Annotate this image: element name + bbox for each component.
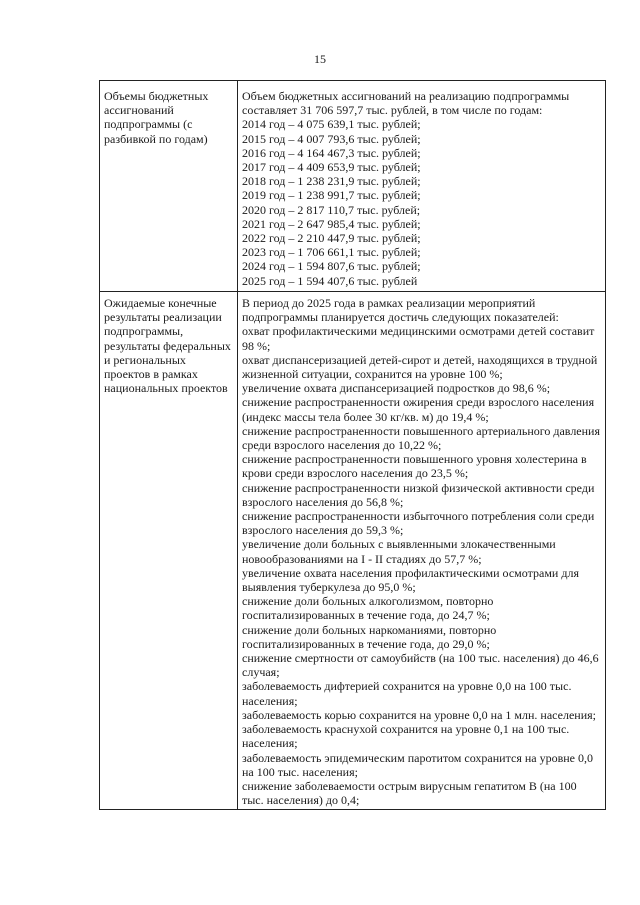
row-label-results: Ожидаемые конечные результаты реализации подпрограммы, результаты федеральных и региональных проектов в рамках национальных проектов: [100, 292, 238, 810]
budget-year-line: 2025 год – 1 594 407,6 тыс. рублей: [242, 273, 418, 288]
result-item: заболеваемость краснухой сохранится на уровне 0,1 на 100 тыс. населения;: [242, 722, 570, 751]
result-item: охват диспансеризацией детей-сирот и детей, находящихся в трудной жизненной ситуации, сохранится на уровне 100 %;: [242, 352, 598, 382]
result-item: снижение распространенности повышенного артериального давления среди взрослого населения до 10,22 %;: [242, 423, 600, 453]
table-row: [100, 81, 606, 292]
result-item: заболеваемость эпидемическим паротитом сохранится на уровне 0,0 на 100 тыс. населения;: [242, 750, 593, 779]
result-item: снижение доли больных алкоголизмом, повторно госпитализированных в течение года, до 24,7 %;: [242, 594, 494, 623]
result-item: снижение распространенности повышенного уровня холестерина в крови среди взрослого населения до 23,5 %;: [242, 452, 587, 481]
budget-year-line: 2023 год – 1 706 661,1 тыс. рублей;: [242, 245, 421, 260]
results-intro: В период до 2025 года в рамках реализации мероприятий подпрограммы планируется достичь следующих показателей:: [242, 296, 559, 325]
result-item: заболеваемость корью сохранится на уровне 0,0 на 1 млн. населения;: [242, 707, 596, 722]
page-number: 15: [314, 52, 326, 66]
result-item: снижение смертности от самоубийств (на 100 тыс. населения) до 46,6 случая;: [242, 651, 599, 680]
budget-year-line: 2024 год – 1 594 807,6 тыс. рублей;: [242, 259, 421, 274]
table-row: [100, 292, 606, 810]
budget-year-line: 2015 год – 4 007 793,6 тыс. рублей;: [242, 131, 421, 146]
budget-year-line: 2017 год – 4 409 653,9 тыс. рублей;: [242, 160, 421, 175]
result-item: увеличение охвата населения профилактическими осмотрами для выявления туберкулеза до 95,0 %;: [242, 565, 579, 595]
result-item: заболеваемость дифтерией сохранится на уровне 0,0 на 100 тыс. населения;: [242, 679, 572, 708]
row-label-budget: Объемы бюджетных ассигнований подпрограммы (с разбивкой по годам): [100, 81, 238, 292]
result-item: снижение распространенности ожирения среди взрослого населения (индекс массы тела более 30 кг/кв. м) до 19,4 %;: [242, 395, 595, 424]
budget-year-line: 2016 год – 4 164 467,3 тыс. рублей;: [242, 145, 421, 160]
budget-intro: Объем бюджетных ассигнований на реализацию подпрограммы составляет 31 706 597,7 тыс. рублей, в том числе по годам:: [242, 89, 570, 118]
row-content-budget: [238, 81, 606, 292]
result-item: снижение распространенности низкой физической активности среди взрослого населения до 56,8 %;: [242, 480, 595, 509]
result-item: увеличение охвата диспансеризацией подростков до 98,6 %;: [242, 381, 551, 396]
budget-year-line: 2019 год – 1 238 991,7 тыс. рублей;: [242, 188, 421, 203]
budget-year-line: 2021 год – 2 647 985,4 тыс. рублей;: [242, 216, 421, 231]
result-item: снижение доли больных наркоманиями, повторно госпитализированных в течение года, до 29,0 %;: [242, 622, 497, 651]
result-item: охват профилактическими медицинскими осмотрами детей составит 98 %;: [242, 324, 595, 353]
row-content-results: [238, 292, 606, 810]
budget-year-line: 2018 год – 1 238 231,9 тыс. рублей;: [242, 174, 421, 189]
result-item: увеличение доли больных с выявленными злокачественными новообразованиями на I - II стадиях до 57,7 %;: [242, 537, 556, 566]
budget-year-line: 2020 год – 2 817 110,7 тыс. рублей;: [242, 202, 421, 217]
result-item: снижение заболеваемости острым вирусным гепатитом В (на 100 тыс. населения) до 0,4;: [242, 778, 577, 808]
budget-year-line: 2014 год – 4 075 639,1 тыс. рублей;: [242, 117, 421, 132]
budget-year-line: 2022 год – 2 210 447,9 тыс. рублей;: [242, 231, 421, 246]
result-item: снижение распространенности избыточного потребления соли среди взрослого населения до 59,3 %;: [242, 509, 595, 538]
subprogram-table: [99, 80, 606, 810]
